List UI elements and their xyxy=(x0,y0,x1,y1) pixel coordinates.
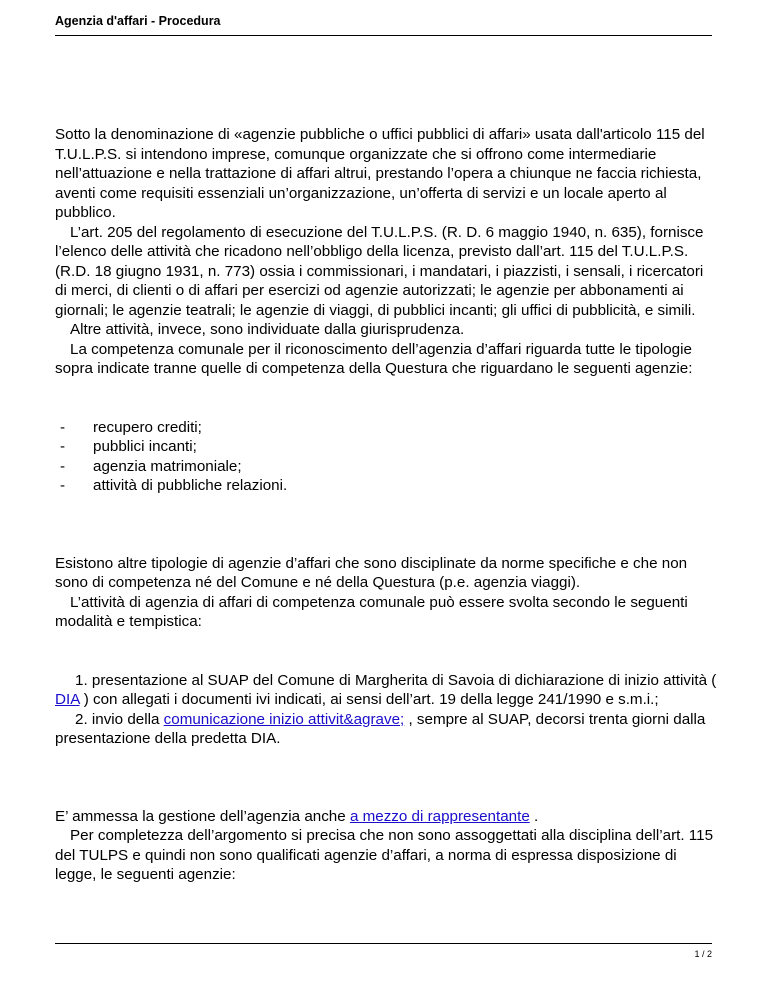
step-1-text-end: ) con allegati i documenti ivi indicati, ai sensi dell’art. 19 della legge 241/1990 e s.m.i.; xyxy=(79,691,659,708)
dia-link[interactable]: DIA xyxy=(55,691,80,708)
page-header-title: Agenzia d'affari - Procedura xyxy=(55,14,221,28)
paragraph-modalita: L’attività di agenzia di affari di competenza comunale può essere svolta secondo le seguenti modalità e tempistica: xyxy=(55,593,688,630)
spacer xyxy=(55,379,719,418)
list-dash: - xyxy=(60,438,66,455)
list-item xyxy=(55,437,719,457)
step-2 xyxy=(55,710,719,749)
list-dash: - xyxy=(60,477,66,494)
list-item-text: recupero crediti; xyxy=(93,418,202,436)
comunicazione-inizio-attivita-link[interactable]: comunicazione inizio attivit&agrave; xyxy=(163,710,405,728)
spacer xyxy=(55,496,719,554)
step-2-text: 2. invio della xyxy=(75,710,164,728)
list-item xyxy=(55,476,719,496)
list-item xyxy=(55,457,719,477)
page-number: 1 / 2 xyxy=(694,949,712,959)
questura-agency-list xyxy=(55,418,719,496)
step-2-text-end: , sempre al SUAP, decorsi trenta giorni dalla presentazione della predetta DIA. xyxy=(55,710,706,747)
rappresentante-link[interactable]: a mezzo di rappresentante xyxy=(349,807,530,825)
paragraph-definition: Sotto la denominazione di «agenzie pubbliche o uffici pubblici di affari» usata dall'articolo 115 del T.U.L.P.S. si intendono imprese, comunque organizzate che si offrono come intermediarie nell’attuazione e nella trattazione di affari altrui, prestando l’opera a chiunque ne faccia richiesta, aventi come requisiti essenziali un’organizzazione, un’offerta di servizi e un locale aperto al pubblico. xyxy=(55,126,705,221)
footer-divider xyxy=(55,943,712,944)
spacer xyxy=(55,632,719,671)
spacer xyxy=(55,749,719,807)
rappresentante-text-end: . xyxy=(529,807,539,825)
list-item-text: agenzia matrimoniale; xyxy=(93,457,242,475)
rappresentante-text: E’ ammessa la gestione dell’agenzia anche xyxy=(55,807,350,825)
document-body xyxy=(55,125,719,885)
paragraph-competenza: La competenza comunale per il riconoscimento dell’agenzia d’affari riguarda tutte le tipologie sopra indicate tranne quelle di competenza della Questura che riguardano le seguenti agenzie: xyxy=(55,340,693,377)
paragraph-art-205: L’art. 205 del regolamento di esecuzione del T.U.L.P.S. (R. D. 6 maggio 1940, n. 635), fornisce l’elenco delle attività che ricadono nell’obbligo della licenza, previsto dall’art. 115 del T.U.L.P.S. (R.D. 18 giugno 1931, n. 773) ossia i commissionari, i mandatari, i piazzisti, i sensali, i ricercatori di merci, di clienti o di affari per esercizi od agenzie autorizzati; le agenzie per abbonamenti ai giornali; le agenzie teatrali; le agenzie di viaggi, di pubblici incanti; gli uffici di pubblicità, e simili. xyxy=(55,223,704,319)
header-divider xyxy=(55,35,712,36)
paragraph-altre-tipologie: Esistono altre tipologie di agenzie d’affari che sono disciplinate da norme specifiche e che non sono di competenza né del Comune e né della Questura (p.e. agenzia viaggi). xyxy=(55,554,688,591)
paragraph-giurisprudenza: Altre attività, invece, sono individuate dalla giurisprudenza. xyxy=(70,321,465,338)
paragraph-rappresentante xyxy=(55,807,719,827)
step-1-text: 1. presentazione al SUAP del Comune di Margherita di Savoia di dichiarazione di inizio attività ( xyxy=(75,671,717,689)
list-item-text: pubblici incanti; xyxy=(93,438,197,455)
list-dash: - xyxy=(60,457,66,475)
step-1 xyxy=(55,671,719,710)
paragraph-completezza: Per completezza dell’argomento si precisa che non sono assoggettati alla disciplina dell’art. 115 del TULPS e quindi non sono qualificati agenzie d’affari, a norma di espressa disposizione di legge, le seguenti agenzie: xyxy=(55,827,714,883)
list-dash: - xyxy=(60,418,66,436)
list-item-text: attività di pubbliche relazioni. xyxy=(93,477,288,494)
list-item xyxy=(55,418,719,438)
